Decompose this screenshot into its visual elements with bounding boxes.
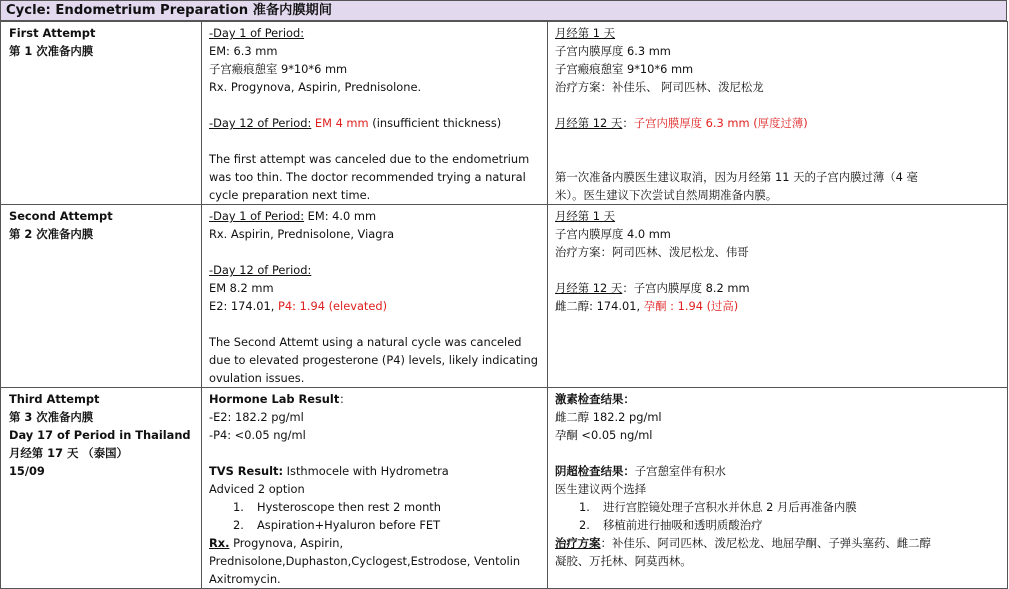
rx-line (209, 534, 541, 552)
note-line: cycle preparation next time. (209, 188, 371, 202)
attempt-label-cn: 第 2 次准备内膜 (9, 227, 94, 241)
e2-value: -E2: 182.2 pg/ml (209, 410, 304, 424)
table-row-first-attempt (1, 22, 1008, 205)
lab-title: Hormone Lab Result (209, 392, 340, 406)
note-line: The Second Attemt using a natural cycle was canceled (209, 335, 522, 349)
day12-sep-cn: ： (622, 116, 634, 130)
day12-line-cn (555, 114, 1001, 132)
day1-label-cn: 月经第 1 天 (555, 209, 616, 223)
p4-value-cn: 孕酮 : 1.94 (过高) (643, 299, 739, 313)
note-line: due to elevated progesterone (P4) levels, likely indicating (209, 353, 538, 367)
english-notes-cell (202, 205, 548, 388)
attempt-label-cn: 第 1 次准备内膜 (9, 44, 94, 58)
note-line-cn: 第一次准备内膜医生建议取消，因为月经第 11 天的子宫内膜过薄（4 毫 (555, 170, 918, 184)
tvs-value-cn: 子宫憩室伴有积水 (634, 464, 726, 478)
attempt-label-en: Third Attempt (9, 392, 100, 406)
option-item-cn: 1. 进行宫腔镜处理子宫积水并休息 2 月后再准备内膜 (579, 500, 857, 514)
english-notes-cell (202, 22, 548, 205)
e2-value-cn: 雌二醇 182.2 pg/ml (555, 410, 662, 424)
tvs-title: TVS Result: (209, 464, 284, 478)
cycle-table (0, 21, 1008, 589)
chinese-notes-cell (548, 22, 1008, 205)
option-item: 2. Aspiration+Hyaluron before FET (233, 518, 441, 532)
note-line-cn: 米）。医生建议下次尝试自然周期准备内膜。 (555, 188, 778, 202)
advice-line: Adviced 2 option (209, 482, 305, 496)
table-title: Cycle: Endometrium Preparation 准备内膜期间 (0, 0, 1007, 21)
e2-value: E2: 174.01, (209, 299, 279, 313)
rx-line: Axitromycin. (209, 572, 281, 586)
em-value-cn: 子宫内膜厚度 4.0 mm (555, 227, 671, 241)
attempt-cell (1, 388, 202, 589)
rx-label: Rx. (209, 536, 230, 550)
option-item: 1. Hysteroscope then rest 2 month (233, 500, 441, 514)
chinese-notes-cell (548, 388, 1008, 589)
attempt-cell (1, 205, 202, 388)
rx-line: Rx. Progynova, Aspirin, Prednisolone. (209, 80, 422, 94)
rx-line: Rx. Aspirin, Prednisolone, Viagra (209, 227, 395, 241)
hormone-line (209, 297, 541, 315)
chinese-notes-cell (548, 205, 1008, 388)
attempt-date: 15/09 (9, 464, 45, 478)
polyp-value: 子宫瘢痕憩室 9*10*6 mm (209, 62, 348, 76)
lab-title-cn: 激素检查结果： (555, 392, 635, 406)
rx-line: Prednisolone,Duphaston,Cyclogest,Estrodose, Ventolin (209, 554, 521, 568)
tvs-title-cn: 阴超检查结果： (555, 464, 635, 478)
option-item-cn: 2. 移植前进行抽吸和透明质酸治疗 (579, 518, 763, 532)
p4-value: P4: 1.94 (elevated) (278, 299, 388, 313)
rx-value: Progynova, Aspirin, (229, 536, 344, 550)
day12-value-cn: 子宫内膜厚度 6.3 mm (厚度过薄) (633, 116, 808, 130)
option-text-cn: 移植前进行抽吸和透明质酸治疗 (603, 518, 763, 532)
rx-label-cn: 治疗方案 (555, 536, 601, 550)
day12-line-cn (555, 279, 1001, 297)
rx-value-cn: ：补佳乐、阿司匹林、泼尼松龙、地屈孕酮、子弹头塞药、雌二醇 (600, 536, 931, 550)
option-text-cn: 进行宫腔镜处理子宫积水并休息 2 月后再准备内膜 (603, 500, 857, 514)
rx-line-cn: 治疗方案：补佳乐、 阿司匹林、泼尼松龙 (555, 80, 764, 94)
attempt-label-en: First Attempt (9, 26, 96, 40)
em-value: EM 8.2 mm (209, 281, 274, 295)
day12-label: -Day 12 of Period: (209, 263, 312, 277)
day12-value: EM 4 mm (311, 116, 369, 130)
option-text: Hysteroscope then rest 2 month (257, 500, 441, 514)
tvs-line (209, 462, 541, 480)
attempt-day: Day 17 of Period in Thailand (9, 428, 191, 442)
rx-line-cn: 凝胶、万托林、阿莫西林。 (555, 554, 692, 568)
lab-title-line (209, 390, 541, 408)
english-notes-cell (202, 388, 548, 589)
table-row-third-attempt (1, 388, 1008, 589)
note-line: The first attempt was canceled due to the endometrium (209, 152, 530, 166)
day12-label-cn: 月经第 12 天 (555, 281, 623, 295)
day12-value-cn: ：子宫内膜厚度 8.2 mm (622, 281, 750, 295)
tvs-line-cn (555, 462, 1001, 480)
day12-label-cn: 月经第 12 天 (555, 116, 623, 130)
day12-line (209, 114, 541, 132)
option-text: Aspiration+Hyaluron before FET (257, 518, 441, 532)
em-value: EM: 6.3 mm (209, 44, 278, 58)
em-value-cn: 子宫内膜厚度 6.3 mm (555, 44, 671, 58)
rx-line-cn (555, 534, 1001, 552)
rx-line-cn: 治疗方案：阿司匹林、泼尼松龙、伟哥 (555, 245, 749, 259)
hormone-line-cn (555, 297, 1001, 315)
attempt-day-cn: 月经第 17 天 （泰国） (9, 446, 128, 460)
day1-label-cn: 月经第 1 天 (555, 26, 616, 40)
note-line: ovulation issues. (209, 371, 305, 385)
e2-value-cn: 雌二醇: 174.01, (555, 299, 644, 313)
day12-note: (insufficient thickness) (368, 116, 502, 130)
day1-value: EM: 4.0 mm (304, 209, 377, 223)
table-row-second-attempt (1, 205, 1008, 388)
p4-value-cn: 孕酮 <0.05 ng/ml (555, 428, 653, 442)
attempt-label-cn: 第 3 次准备内膜 (9, 410, 94, 424)
polyp-value-cn: 子宫瘢痕憩室 9*10*6 mm (555, 62, 694, 76)
p4-value: -P4: <0.05 ng/ml (209, 428, 306, 442)
day1-line (209, 207, 541, 225)
day12-label: -Day 12 of Period: (209, 116, 312, 130)
attempt-label-en: Second Attempt (9, 209, 113, 223)
day1-label: -Day 1 of Period: (209, 209, 305, 223)
day1-label: -Day 1 of Period: (209, 26, 305, 40)
lab-colon: ： (339, 392, 351, 406)
attempt-cell (1, 22, 202, 205)
tvs-value: Isthmocele with Hydrometra (283, 464, 449, 478)
note-line: was too thin. The doctor recommended trying a natural (209, 170, 526, 184)
advice-line-cn: 医生建议两个选择 (555, 482, 647, 496)
